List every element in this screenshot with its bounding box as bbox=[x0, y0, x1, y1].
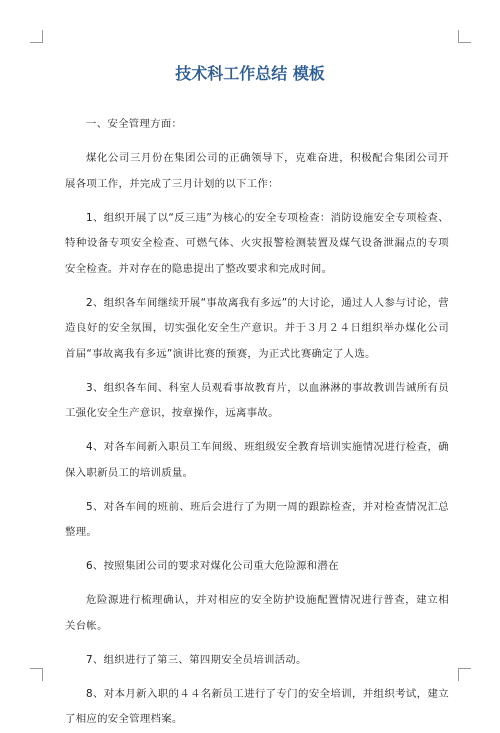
paragraph-item-6-continued: 危险源进行梳理确认，并对相应的安全防护设施配置情况进行普查，建立相关台帐。 bbox=[65, 594, 449, 632]
paragraph-item-7: 7、组织进行了第三、第四期安全员培训活动。 bbox=[86, 653, 307, 666]
paragraph-item-4: 4、对各车间新入职员工车间级、班组级安全教育培训实施情况进行检查，确保入职新员工的培训质量。 bbox=[65, 441, 449, 479]
paragraph-item-6: 6、按照集团公司的要求对煤化公司重大危险源和潜在 bbox=[86, 560, 339, 572]
document-title: 技术科工作总结 模板 bbox=[175, 64, 325, 83]
paragraph-item-3: 3、组织各车间、科室人员观看事故教育片，以血淋淋的事故教训告诫所有员工强化安全生产意识，按章操作，远离事故。 bbox=[65, 381, 449, 419]
crop-mark-bottom-left bbox=[30, 668, 43, 681]
crop-mark-top-left bbox=[30, 30, 43, 43]
document-body bbox=[65, 112, 449, 733]
section-heading-safety: 一、安全管理方面： bbox=[86, 118, 183, 130]
paragraph-item-2: 2、组织各车间继续开展“事故离我有多远”的大讨论，通过人人参与讨论，营造良好的安全氛围，切实强化安全生产意识。并于３月２４日组织举办煤化公司首届“事故离我有多远”演讲比赛的预赛，为正式比赛确定了人选。 bbox=[65, 296, 449, 360]
paragraph-intro: 煤化公司三月份在集团公司的正确领导下，克难奋进，积极配合集团公司开展各项工作，并完成了三月计划的以下工作： bbox=[65, 152, 449, 190]
paragraph-item-1: 1、组织开展了以“反三违”为核心的安全专项检查：消防设施安全专项检查、特种设备专项安全检查、可燃气体、火灾报警检测装置及煤气设备泄漏点的专项安全检查。并对存在的隐患提出了整改要求和完成时间。 bbox=[65, 211, 449, 275]
paragraph-item-8: 8、对本月新入职的４４名新员工进行了专门的安全培训，并组织考试，建立了相应的安全管理档案。 bbox=[65, 687, 449, 725]
paragraph-item-5: 5、对各车间的班前、班后会进行了为期一周的跟踪检查，并对检查情况汇总整理。 bbox=[65, 500, 449, 538]
crop-mark-top-right bbox=[458, 30, 471, 43]
crop-mark-bottom-right bbox=[458, 668, 471, 681]
